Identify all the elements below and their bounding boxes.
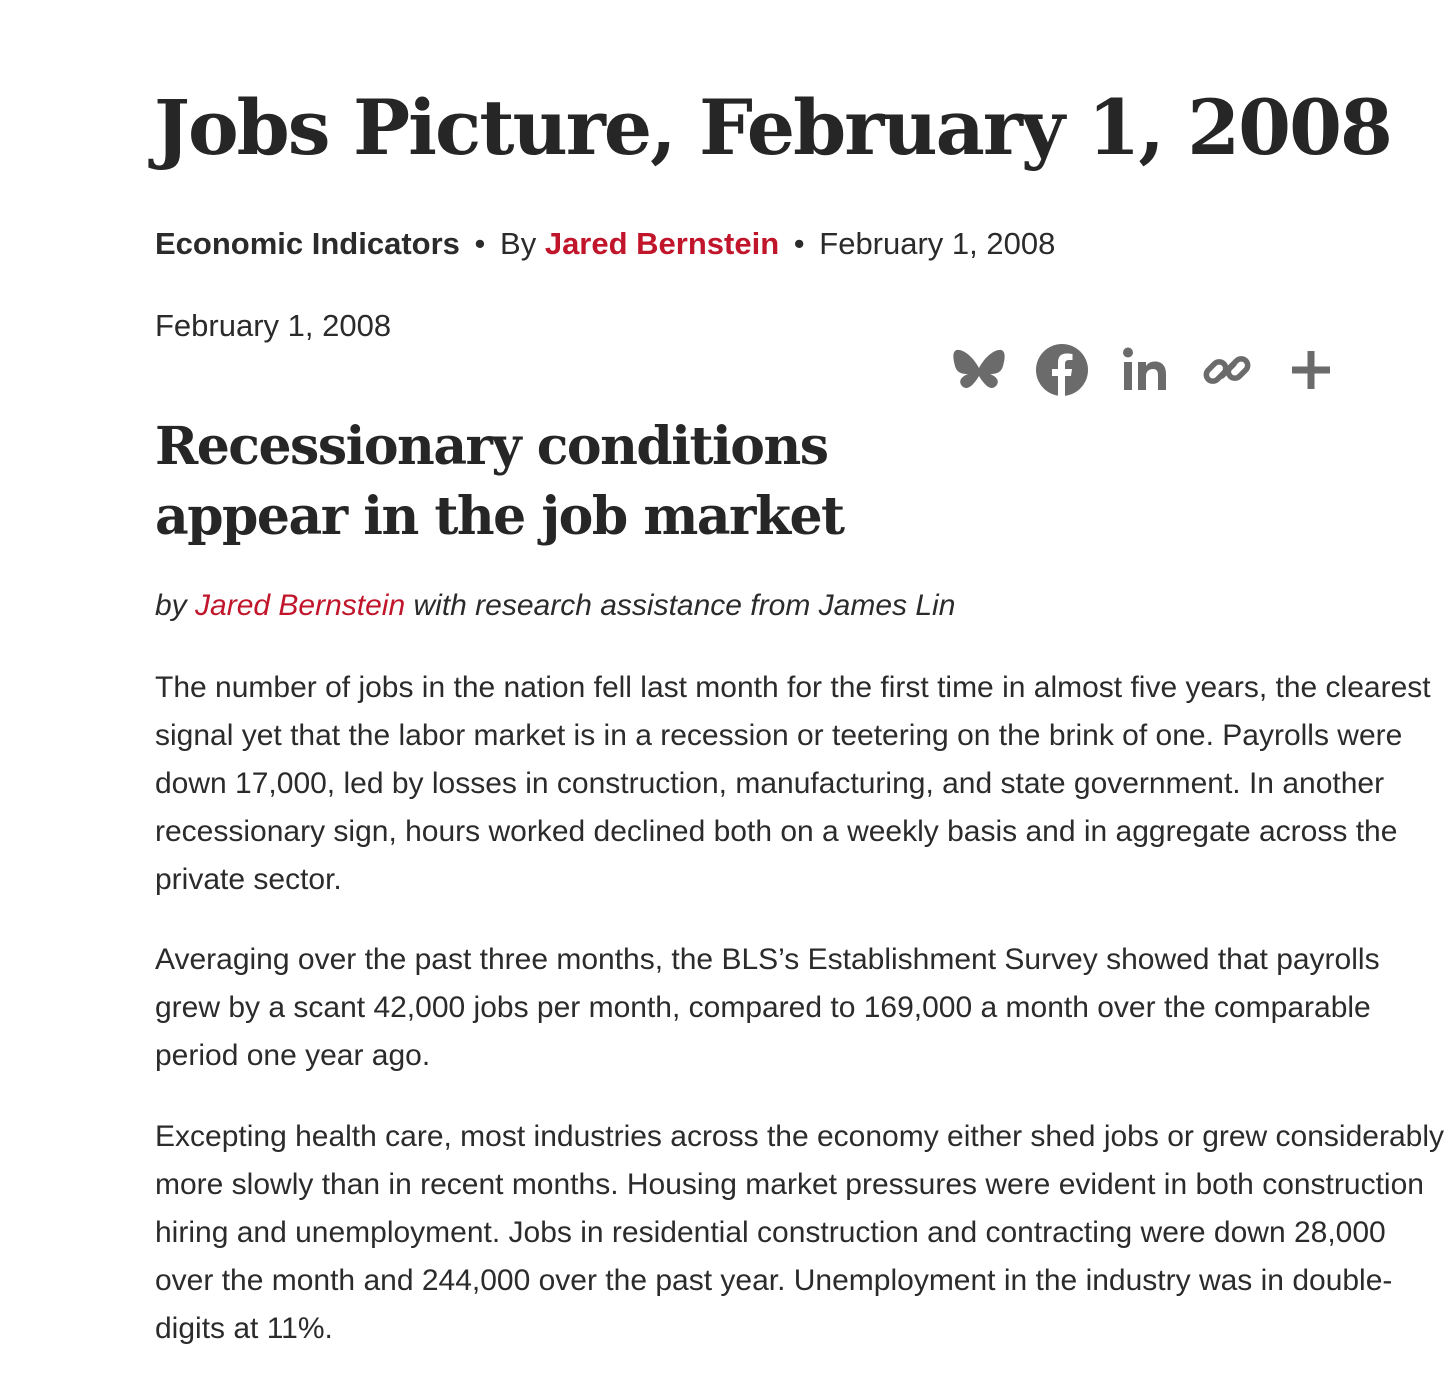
category-link[interactable]: Economic Indicators <box>155 226 460 261</box>
meta-date: February 1, 2008 <box>819 226 1056 261</box>
post-date: February 1, 2008 <box>155 308 392 343</box>
byline-prefix: by <box>155 589 187 622</box>
copy-link-button[interactable] <box>1199 341 1257 399</box>
plus-icon <box>1290 349 1332 391</box>
body-paragraph: The number of jobs in the nation fell last month for the first time in almost five years, the clearest signal yet that the labor market is in a recession or teetering on the brink of one. Payrolls were down 17,000, led by losses in construction, manufacturing, and state government. In another recessionary sign, hours worked declined both on a weekly basis and in aggregate across the private sector. <box>155 671 1431 896</box>
linkedin-icon <box>1120 345 1170 395</box>
byline <box>155 584 955 628</box>
byline-suffix: with research assistance from James Lin <box>413 589 956 622</box>
meta-separator: • <box>474 226 486 261</box>
bluesky-icon <box>952 346 1006 394</box>
share-more-button[interactable] <box>1282 341 1340 399</box>
article-subheading: Recessionary conditions appear in the job market <box>155 416 844 547</box>
body-paragraph: Excepting health care, most industries across the economy either shed jobs or grew considerably more slowly than in recent months. Housing market pressures were evident in both construction hiring and unemployment. Jobs in residential construction and contracting were down 28,000 over the month and 244,000 over the past year. Unemployment in the industry was in double-digits at 11%. <box>155 1120 1444 1345</box>
byline-author-link[interactable]: Jared Bernstein <box>195 589 406 622</box>
share-facebook-button[interactable] <box>1033 341 1091 399</box>
by-prefix: By <box>500 226 537 261</box>
link-icon <box>1202 344 1254 396</box>
body-paragraph: Averaging over the past three months, the BLS’s Establishment Survey showed that payrolls grew by a scant 42,000 jobs per month, compared to 169,000 a month over the comparable period one year ago. <box>155 943 1380 1072</box>
share-bluesky-button[interactable] <box>950 341 1008 399</box>
share-linkedin-button[interactable] <box>1116 341 1174 399</box>
author-link[interactable]: Jared Bernstein <box>544 226 780 261</box>
meta-separator: • <box>793 226 805 261</box>
facebook-icon <box>1035 343 1089 397</box>
article-meta <box>155 222 1055 266</box>
page-title: Jobs Picture, February 1, 2008 <box>154 83 1391 172</box>
share-bar <box>950 334 1365 406</box>
